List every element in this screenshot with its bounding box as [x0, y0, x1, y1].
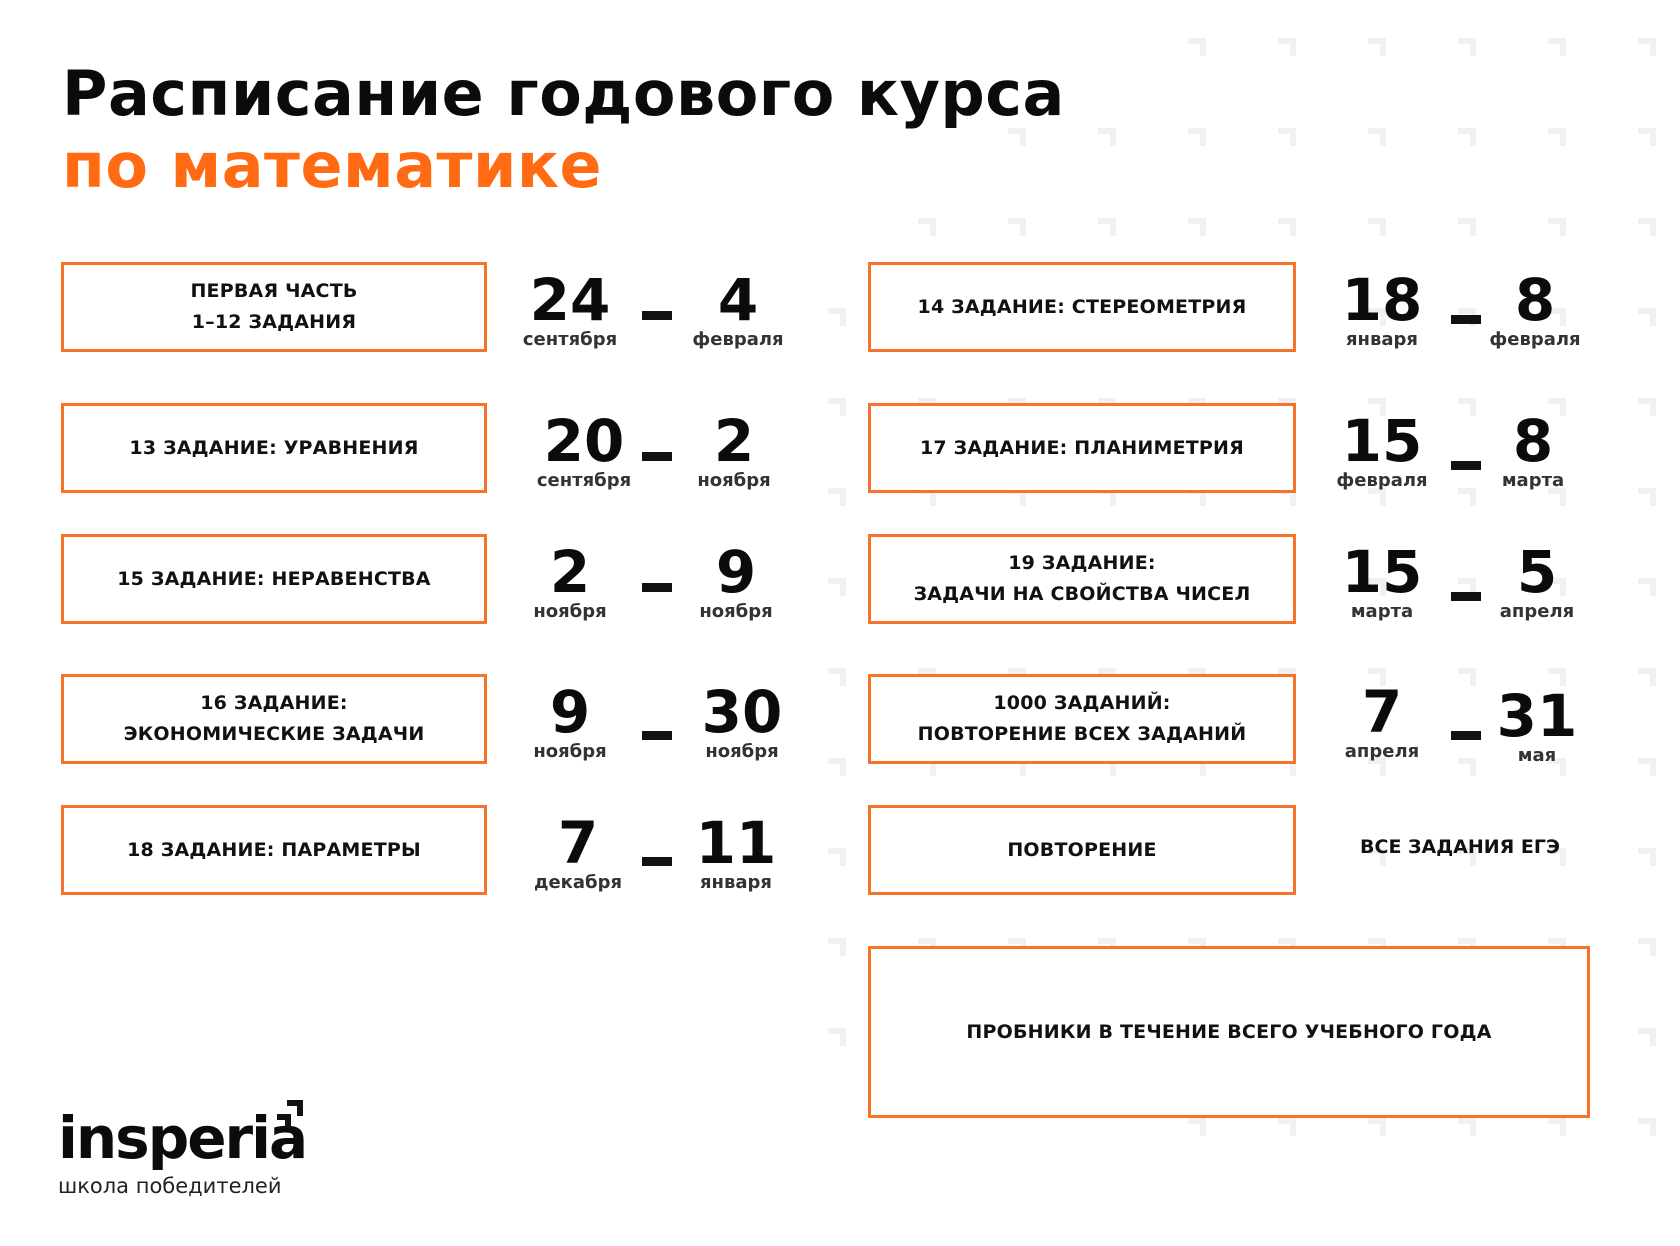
end-day: 31 [1496, 682, 1578, 750]
start-day: 24 [529, 266, 611, 334]
end-month: февраля [692, 329, 784, 350]
start-day: 20 [543, 407, 625, 475]
end-day: 8 [1514, 266, 1556, 334]
topic-label: 19 ЗАДАНИЕ: ЗАДАЧИ НА СВОЙСТВА ЧИСЕЛ [913, 552, 1251, 605]
topic-label: 13 ЗАДАНИЕ: УРАВНЕНИЯ [129, 436, 419, 459]
end-date [686, 538, 786, 622]
end-day: 11 [695, 809, 777, 877]
date-dash [642, 311, 672, 320]
start-month: ноября [533, 601, 607, 622]
end-month: ноября [705, 741, 779, 762]
start-date [520, 678, 620, 762]
topic-label: 18 ЗАДАНИЕ: ПАРАМЕТРЫ [127, 838, 421, 861]
date-dash [642, 731, 672, 740]
start-month: марта [1350, 601, 1414, 622]
topic-box-left-5 [61, 805, 487, 895]
topic-box-left-3 [61, 534, 487, 624]
start-date [1332, 407, 1432, 491]
logo-wordmark: insperia [58, 1104, 307, 1172]
end-month: января [700, 872, 772, 893]
all-tasks-note: ВСЕ ЗАДАНИЯ ЕГЭ [1360, 836, 1560, 858]
mock-exams-label: ПРОБНИКИ В ТЕЧЕНИЕ ВСЕГО УЧЕБНОГО ГОДА [966, 1020, 1492, 1043]
start-date [534, 407, 634, 491]
start-date [528, 809, 628, 893]
date-dash [642, 452, 672, 461]
end-date [1485, 266, 1585, 350]
start-date [1332, 266, 1432, 350]
end-date [692, 678, 792, 762]
title-line-1: Расписание годового курса [62, 57, 1065, 130]
start-day: 2 [549, 538, 591, 606]
start-month: ноября [533, 741, 607, 762]
date-dash [642, 583, 672, 592]
start-date [520, 538, 620, 622]
start-day: 7 [1361, 678, 1403, 746]
end-date [686, 809, 786, 893]
mock-exams-box [868, 946, 1590, 1118]
end-month: ноября [697, 470, 771, 491]
start-month: декабря [533, 872, 623, 893]
topic-label: 15 ЗАДАНИЕ: НЕРАВЕНСТВА [117, 567, 431, 590]
end-month: апреля [1499, 601, 1575, 622]
end-month: марта [1501, 470, 1565, 491]
end-day: 30 [701, 678, 783, 746]
topic-label: 17 ЗАДАНИЕ: ПЛАНИМЕТРИЯ [920, 436, 1244, 459]
start-month: февраля [1336, 470, 1428, 491]
end-month: ноября [699, 601, 773, 622]
topic-box-right-1 [868, 262, 1296, 352]
topic-label: ПЕРВАЯ ЧАСТЬ 1–12 ЗАДАНИЯ [190, 280, 358, 333]
start-day: 15 [1341, 407, 1423, 475]
topic-box-right-3 [868, 534, 1296, 624]
start-month: января [1346, 329, 1418, 350]
logo-corner-icon [273, 1098, 309, 1134]
start-day: 7 [557, 809, 599, 877]
end-date [684, 407, 784, 491]
title-line-2: по математике [62, 129, 603, 202]
topic-label: 1000 ЗАДАНИЙ: ПОВТОРЕНИЕ ВСЕХ ЗАДАНИЙ [917, 692, 1247, 745]
end-date [1487, 682, 1587, 766]
topic-box-right-2 [868, 403, 1296, 493]
topic-box-left-4 [61, 674, 487, 764]
start-day: 9 [549, 678, 591, 746]
topic-box-left-1 [61, 262, 487, 352]
end-day: 4 [717, 266, 759, 334]
topic-label: 16 ЗАДАНИЕ: ЭКОНОМИЧЕСКИЕ ЗАДАЧИ [123, 692, 425, 745]
topic-box-left-2 [61, 403, 487, 493]
date-dash [1451, 315, 1481, 324]
end-day: 5 [1516, 538, 1558, 606]
topic-box-right-5 [868, 805, 1296, 895]
end-date [1487, 538, 1587, 622]
start-day: 18 [1341, 266, 1423, 334]
start-date [1332, 538, 1432, 622]
date-dash [1451, 592, 1481, 601]
end-date [1483, 407, 1583, 491]
topic-box-right-4 [868, 674, 1296, 764]
start-date [520, 266, 620, 350]
logo-tagline: школа победителей [58, 1174, 282, 1198]
start-month: апреля [1344, 741, 1420, 762]
start-day: 15 [1341, 538, 1423, 606]
end-month: февраля [1489, 329, 1581, 350]
start-month: сентября [536, 470, 632, 491]
end-day: 9 [715, 538, 757, 606]
end-day: 2 [713, 407, 755, 475]
start-month: сентября [522, 329, 618, 350]
end-month: мая [1517, 745, 1557, 766]
insperia-logo [58, 1104, 307, 1198]
date-dash [1451, 731, 1481, 740]
date-dash [1451, 461, 1481, 470]
topic-label: 14 ЗАДАНИЕ: СТЕРЕОМЕТРИЯ [917, 295, 1247, 318]
date-dash [642, 857, 672, 866]
end-date [688, 266, 788, 350]
page-title [62, 58, 1065, 202]
start-date [1332, 678, 1432, 762]
topic-label: ПОВТОРЕНИЕ [1007, 838, 1157, 861]
end-day: 8 [1512, 407, 1554, 475]
